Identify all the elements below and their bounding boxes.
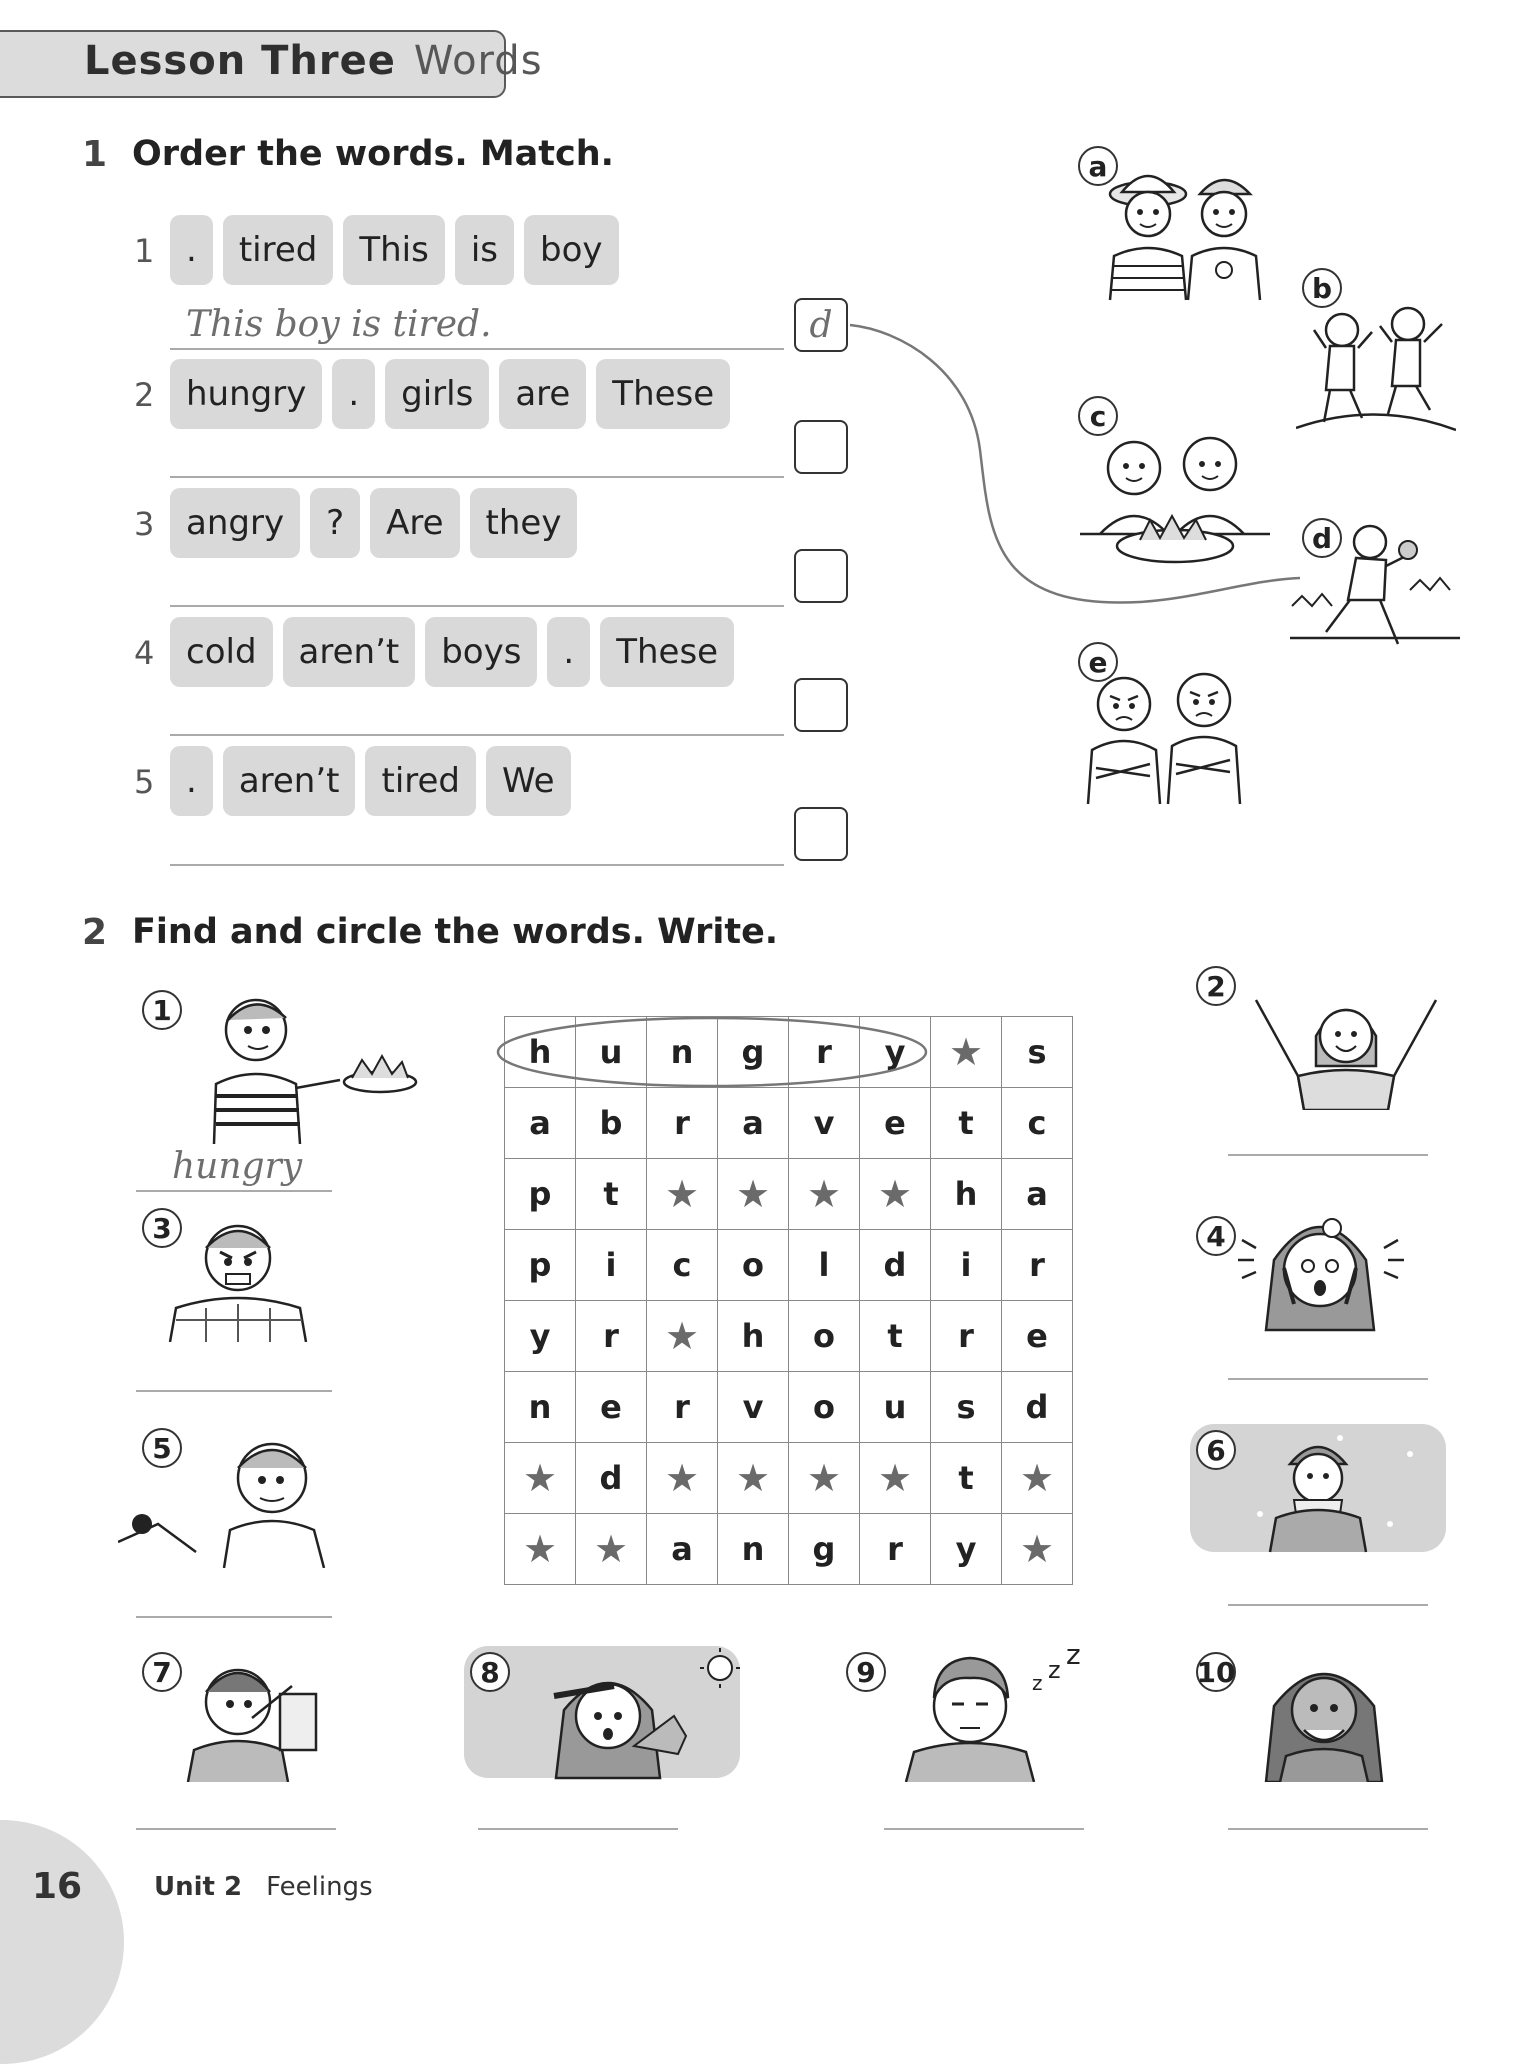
picture-a-hot-children [1100, 160, 1270, 310]
item-4-number: 4 [134, 634, 155, 672]
grid-cell[interactable]: ★ [1002, 1443, 1073, 1514]
picture-b-jumping-girls [1296, 300, 1456, 450]
item-1-match-box[interactable]: d [794, 298, 848, 352]
picture-c-girls-with-cake [1080, 428, 1270, 568]
ex2-answer-line-9 [884, 1828, 1084, 1830]
grid-cell[interactable]: t [576, 1159, 647, 1230]
page-number: 16 [32, 1866, 83, 1907]
ex2-picture-10-number: 10 [1196, 1652, 1236, 1692]
word-chip[interactable]: boys [425, 617, 537, 687]
grid-cell[interactable]: i [931, 1230, 1002, 1301]
grid-cell[interactable]: a [1002, 1159, 1073, 1230]
word-chip[interactable]: . [547, 617, 590, 687]
grid-cell[interactable]: t [931, 1443, 1002, 1514]
ex2-picture-3-angry-boy [166, 1212, 316, 1342]
svg-text:z: z [1066, 1642, 1081, 1671]
ex2-picture-3-number: 3 [142, 1208, 182, 1248]
grid-cell[interactable]: ★ [718, 1159, 789, 1230]
ex2-picture-2-happy-girl [1246, 980, 1446, 1110]
exercise-2-instruction: Find and circle the words. Write. [132, 912, 779, 952]
word-chip[interactable]: . [332, 359, 375, 429]
grid-cell[interactable]: n [718, 1514, 789, 1585]
grid-cell[interactable]: e [1002, 1301, 1073, 1372]
grid-cell[interactable]: r [1002, 1230, 1073, 1301]
item-1-number: 1 [134, 232, 155, 270]
ex2-picture-5-number: 5 [142, 1428, 182, 1468]
word-chip[interactable]: aren’t [283, 617, 416, 687]
grid-cell[interactable]: d [1002, 1372, 1073, 1443]
grid-cell[interactable]: t [931, 1088, 1002, 1159]
grid-cell[interactable]: p [505, 1159, 576, 1230]
grid-cell[interactable]: ★ [505, 1514, 576, 1585]
picture-d-label: d [1302, 518, 1342, 558]
lesson-title [84, 38, 543, 84]
grid-cell[interactable]: a [647, 1514, 718, 1585]
ex2-picture-1-number: 1 [142, 990, 182, 1030]
grid-cell[interactable]: v [718, 1372, 789, 1443]
grid-cell[interactable]: ★ [718, 1443, 789, 1514]
page-number-tab [0, 1820, 124, 2064]
ex2-picture-10-nervous-girl [1250, 1646, 1400, 1782]
item-5-answer-line [170, 864, 784, 866]
ex2-picture-2-number: 2 [1196, 966, 1236, 1006]
item-5-word-chips [170, 746, 571, 816]
grid-cell[interactable]: s [931, 1372, 1002, 1443]
picture-c-label: c [1078, 396, 1118, 436]
ex2-picture-5-scared-boy [118, 1428, 358, 1568]
grid-cell[interactable]: ★ [789, 1159, 860, 1230]
ex2-answer-line-10 [1228, 1828, 1428, 1830]
word-chip[interactable]: Are [370, 488, 459, 558]
ex2-answer-line-6 [1228, 1604, 1428, 1606]
footer-unit-info [154, 1872, 373, 1902]
word-chip[interactable]: is [455, 215, 514, 285]
ex2-answer-line-7 [136, 1828, 336, 1830]
exercise-1-instruction: Order the words. Match. [132, 134, 614, 174]
grid-cell[interactable]: r [647, 1088, 718, 1159]
ex2-answer-line-1 [136, 1190, 332, 1192]
ex2-picture-4-number: 4 [1196, 1216, 1236, 1256]
word-chip[interactable]: tired [365, 746, 476, 816]
svg-text:z: z [1032, 1671, 1043, 1695]
picture-d-tired-boy [1290, 520, 1460, 670]
item-2-number: 2 [134, 376, 155, 414]
grid-row [505, 1301, 1073, 1372]
exercise-2-number: 2 [82, 912, 108, 953]
footer-topic: Feelings [266, 1872, 373, 1902]
ex2-picture-9-sleepy-boy [896, 1642, 1096, 1782]
grid-row [505, 1372, 1073, 1443]
grid-cell[interactable]: g [789, 1514, 860, 1585]
grid-cell[interactable]: r [789, 1017, 860, 1088]
grid-cell[interactable]: r [860, 1514, 931, 1585]
grid-cell[interactable]: n [505, 1372, 576, 1443]
item-1-answer-line [170, 348, 784, 350]
grid-cell[interactable]: t [860, 1301, 931, 1372]
word-chip[interactable]: . [170, 215, 213, 285]
grid-cell[interactable]: e [576, 1372, 647, 1443]
grid-cell[interactable]: ★ [860, 1159, 931, 1230]
ex2-picture-7-thirsty-boy [168, 1646, 348, 1782]
item-3-word-chips [170, 488, 577, 558]
grid-cell[interactable]: a [718, 1088, 789, 1159]
grid-cell[interactable]: ★ [789, 1443, 860, 1514]
word-chip[interactable]: . [170, 746, 213, 816]
ex2-answer-line-5 [136, 1616, 332, 1618]
grid-cell[interactable]: e [860, 1088, 931, 1159]
item-5-match-box[interactable] [794, 807, 848, 861]
grid-cell[interactable]: h [931, 1159, 1002, 1230]
ex2-answer-line-4 [1228, 1378, 1428, 1380]
ex2-answer-line-2 [1228, 1154, 1428, 1156]
grid-cell[interactable]: u [860, 1372, 931, 1443]
grid-cell[interactable]: ★ [647, 1443, 718, 1514]
word-search-grid [504, 1016, 1073, 1585]
grid-cell[interactable]: ★ [576, 1514, 647, 1585]
grid-cell[interactable]: y [505, 1301, 576, 1372]
ex2-picture-1-answer[interactable]: hungry [172, 1146, 303, 1187]
grid-cell[interactable]: a [505, 1088, 576, 1159]
grid-cell[interactable]: d [860, 1230, 931, 1301]
item-1-word-chips [170, 215, 619, 285]
item-3-number: 3 [134, 505, 155, 543]
exercise-1-number: 1 [82, 134, 108, 175]
grid-cell[interactable]: l [789, 1230, 860, 1301]
item-4-word-chips [170, 617, 734, 687]
word-chip[interactable]: This [343, 215, 444, 285]
item-2-answer-line [170, 476, 784, 478]
word-chip[interactable]: We [486, 746, 571, 816]
item-3-answer-line [170, 605, 784, 607]
picture-e-label: e [1078, 642, 1118, 682]
footer-unit: Unit 2 [154, 1872, 243, 1902]
word-chip[interactable]: ? [310, 488, 360, 558]
ex2-picture-8-number: 8 [470, 1652, 510, 1692]
grid-cell[interactable]: o [718, 1230, 789, 1301]
grid-cell[interactable]: ★ [647, 1301, 718, 1372]
grid-cell[interactable]: o [789, 1372, 860, 1443]
grid-row [505, 1230, 1073, 1301]
word-chip[interactable]: tired [223, 215, 334, 285]
grid-cell[interactable]: r [931, 1301, 1002, 1372]
ex2-answer-line-8 [478, 1828, 678, 1830]
grid-cell[interactable]: r [576, 1301, 647, 1372]
ex2-picture-1-hungry-boy [200, 984, 430, 1144]
grid-cell[interactable]: y [860, 1017, 931, 1088]
item-5-number: 5 [134, 763, 155, 801]
picture-e-angry-boys [1080, 664, 1250, 814]
grid-cell[interactable]: v [789, 1088, 860, 1159]
word-chip[interactable]: These [596, 359, 730, 429]
word-chip[interactable]: hungry [170, 359, 322, 429]
picture-a-label: a [1078, 146, 1118, 186]
item-1-answer[interactable]: This boy is tired. [186, 304, 492, 345]
grid-cell[interactable]: s [1002, 1017, 1073, 1088]
grid-cell[interactable]: ★ [931, 1017, 1002, 1088]
word-chip[interactable]: aren’t [223, 746, 356, 816]
grid-cell[interactable]: o [789, 1301, 860, 1372]
word-chip[interactable]: they [470, 488, 578, 558]
lesson-title-main: Lesson Three [84, 38, 396, 84]
ex2-picture-7-number: 7 [142, 1652, 182, 1692]
grid-cell[interactable]: i [576, 1230, 647, 1301]
grid-cell[interactable]: y [931, 1514, 1002, 1585]
ex2-picture-9-number: 9 [846, 1652, 886, 1692]
grid-cell[interactable]: g [718, 1017, 789, 1088]
word-chip[interactable]: are [499, 359, 586, 429]
ex2-answer-line-3 [136, 1390, 332, 1392]
word-chip[interactable]: cold [170, 617, 273, 687]
grid-cell[interactable]: u [576, 1017, 647, 1088]
grid-cell[interactable]: ★ [860, 1443, 931, 1514]
grid-row [505, 1443, 1073, 1514]
grid-cell[interactable]: ★ [505, 1443, 576, 1514]
grid-cell[interactable]: d [576, 1443, 647, 1514]
grid-cell[interactable]: n [647, 1017, 718, 1088]
item-4-answer-line [170, 734, 784, 736]
word-chip[interactable]: angry [170, 488, 300, 558]
grid-cell[interactable]: c [1002, 1088, 1073, 1159]
ex2-picture-6-number: 6 [1196, 1430, 1236, 1470]
word-chip[interactable]: boy [524, 215, 619, 285]
hungry-circle-mark [490, 1010, 940, 1096]
item-4-match-box[interactable] [794, 678, 848, 732]
ex2-picture-4-surprised-girl [1234, 1200, 1414, 1336]
picture-b-label: b [1302, 268, 1342, 308]
grid-cell[interactable]: ★ [647, 1159, 718, 1230]
grid-cell[interactable]: b [576, 1088, 647, 1159]
grid-cell[interactable]: c [647, 1230, 718, 1301]
item-2-word-chips [170, 359, 730, 429]
lesson-title-sub: Words [413, 38, 543, 84]
svg-text:z: z [1048, 1656, 1061, 1684]
grid-row [505, 1514, 1073, 1585]
grid-cell[interactable]: h [505, 1017, 576, 1088]
grid-cell[interactable]: h [718, 1301, 789, 1372]
grid-cell[interactable]: p [505, 1230, 576, 1301]
grid-cell[interactable]: ★ [1002, 1514, 1073, 1585]
grid-cell[interactable]: r [647, 1372, 718, 1443]
word-chip[interactable]: girls [385, 359, 489, 429]
grid-row [505, 1159, 1073, 1230]
grid-row [505, 1088, 1073, 1159]
word-chip[interactable]: These [600, 617, 734, 687]
